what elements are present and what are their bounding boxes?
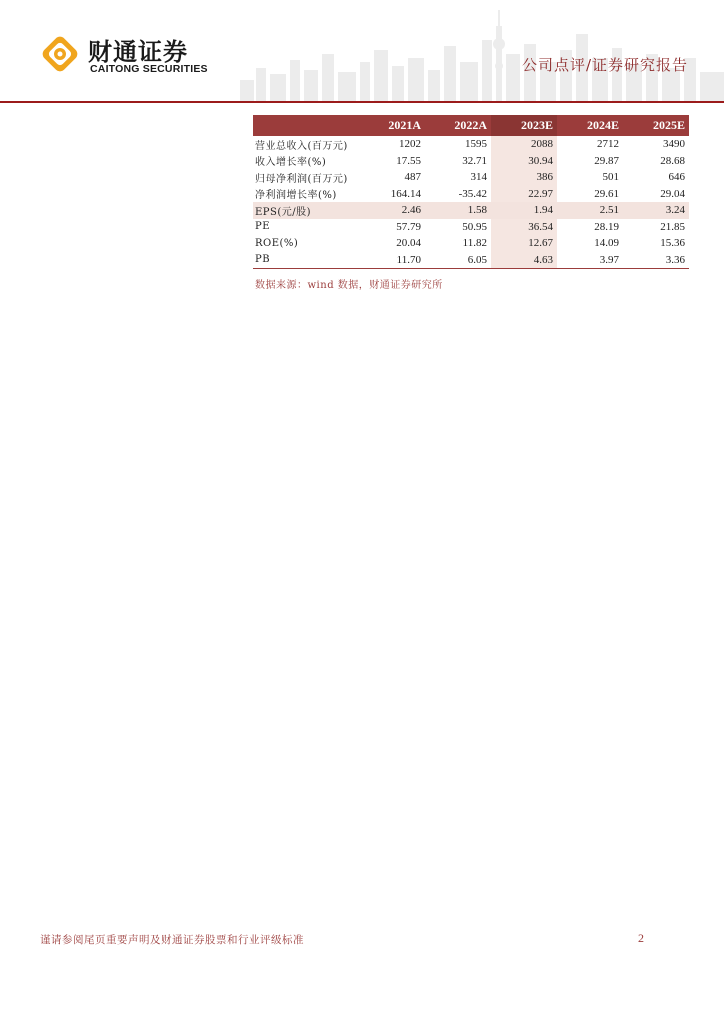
table-cell: 36.54 bbox=[491, 219, 557, 236]
row-label: ROE(%) bbox=[255, 237, 299, 249]
table-row bbox=[253, 252, 689, 269]
table-cell: 3490 bbox=[663, 138, 685, 151]
table-row bbox=[253, 202, 689, 219]
column-header: 2025E bbox=[623, 115, 689, 136]
table-cell: 1595 bbox=[465, 138, 487, 151]
brand-name-en: CAITONG SECURITIES bbox=[90, 63, 208, 75]
table-cell: 29.61 bbox=[594, 187, 619, 200]
page-number: 2 bbox=[638, 931, 644, 945]
table-cell: 2.46 bbox=[359, 202, 425, 219]
table-cell: 501 bbox=[602, 171, 619, 184]
table-cell: 314 bbox=[470, 171, 487, 184]
table-row bbox=[253, 169, 689, 186]
table-cell: 21.85 bbox=[660, 220, 685, 233]
table-cell: 1202 bbox=[399, 138, 421, 151]
table-cell: 3.36 bbox=[623, 252, 689, 269]
table-cell: 1.94 bbox=[491, 202, 557, 219]
data-source-note: 数据来源：wind 数据，财通证券研究所 bbox=[255, 280, 443, 291]
table-header-row bbox=[253, 115, 689, 136]
table-cell: 29.04 bbox=[660, 187, 685, 200]
table-cell: -35.42 bbox=[458, 187, 487, 200]
table-cell: 22.97 bbox=[491, 186, 557, 203]
table-cell: 2712 bbox=[597, 138, 619, 151]
row-label: PB bbox=[253, 252, 359, 269]
report-type-label: 公司点评/证券研究报告 bbox=[521, 56, 688, 74]
header-label-cell bbox=[253, 115, 359, 136]
row-label: 营业总收入(百万元) bbox=[255, 140, 348, 152]
table-cell: 17.55 bbox=[396, 154, 421, 167]
table-row bbox=[253, 186, 689, 203]
brand-name-cn: 财通证券 bbox=[88, 38, 188, 66]
table-cell: 3.24 bbox=[623, 202, 689, 219]
caitong-logo-icon bbox=[40, 34, 80, 74]
column-header: 2024E bbox=[557, 115, 623, 136]
row-label: PE bbox=[255, 221, 271, 233]
column-header: 2022A bbox=[425, 115, 491, 136]
footer-disclaimer: 谨请参阅尾页重要声明及财通证券股票和行业评级标准 bbox=[40, 934, 304, 946]
table-cell: 2.51 bbox=[557, 202, 623, 219]
header-divider bbox=[0, 101, 724, 103]
table-row bbox=[253, 136, 689, 153]
table-cell: 2088 bbox=[491, 136, 557, 153]
table-cell: 12.67 bbox=[491, 235, 557, 252]
table-cell: 646 bbox=[668, 171, 685, 184]
table-cell: 386 bbox=[491, 169, 557, 186]
row-label: 净利润增长率(%) bbox=[255, 190, 337, 202]
row-label: 归母净利润(百万元) bbox=[255, 173, 348, 185]
column-header: 2021A bbox=[359, 115, 425, 136]
table-cell: 29.87 bbox=[594, 154, 619, 167]
financial-forecast-table bbox=[253, 115, 689, 269]
table-row bbox=[253, 219, 689, 236]
table-cell: 20.04 bbox=[396, 237, 421, 250]
table-cell: 14.09 bbox=[594, 237, 619, 250]
table-cell: 30.94 bbox=[491, 153, 557, 170]
column-header: 2023E bbox=[491, 115, 557, 136]
table-row bbox=[253, 153, 689, 170]
table-cell: 487 bbox=[404, 171, 421, 184]
table-cell: 28.19 bbox=[594, 220, 619, 233]
table-cell: 11.82 bbox=[462, 237, 487, 250]
page-header bbox=[0, 0, 724, 104]
table-cell: 6.05 bbox=[425, 252, 491, 269]
table-cell: 11.70 bbox=[359, 252, 425, 269]
row-label: 收入增长率(%) bbox=[255, 157, 327, 169]
table-cell: 4.63 bbox=[491, 252, 557, 269]
table-cell: 50.95 bbox=[462, 220, 487, 233]
table-cell: 164.14 bbox=[390, 187, 421, 200]
table-cell: 28.68 bbox=[660, 154, 685, 167]
table-cell: 57.79 bbox=[396, 220, 421, 233]
table-cell: 1.58 bbox=[425, 202, 491, 219]
table-row bbox=[253, 235, 689, 252]
table-cell: 15.36 bbox=[660, 237, 685, 250]
table-cell: 32.71 bbox=[462, 154, 487, 167]
row-label: EPS(元/股) bbox=[253, 202, 359, 219]
table-cell: 3.97 bbox=[557, 252, 623, 269]
